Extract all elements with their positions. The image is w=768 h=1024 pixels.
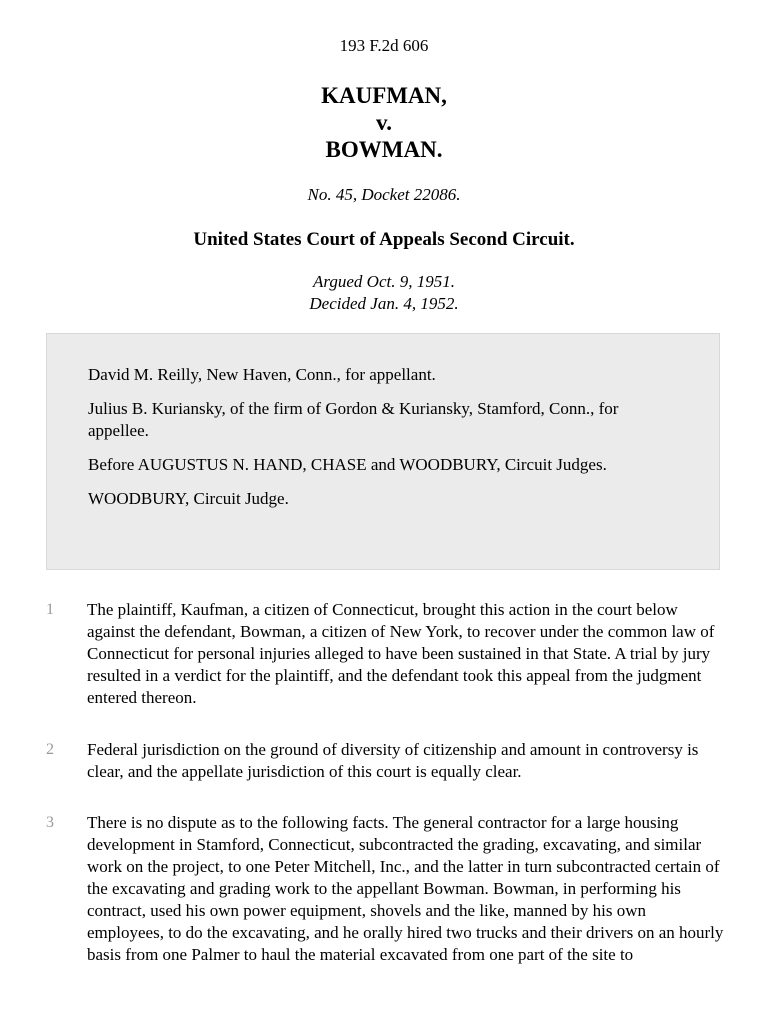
party-two: BOWMAN.: [325, 137, 443, 162]
decided-date: Decided Jan. 4, 1952.: [309, 294, 459, 313]
docket-number: No. 45, Docket 22086.: [307, 185, 461, 204]
paragraph-text: Federal jurisdiction on the ground of diversity of citizenship and amount in controversy is clear, and the appellate jurisdiction of this court is equally clear.: [87, 740, 699, 781]
paragraph-text: The plaintiff, Kaufman, a citizen of Connecticut, brought this action in the court below against the defendant, Bowman, a citizen of New York, to recover under the common law of Connecticut for personal injuries alleged to have been sustained in that State. A trial by jury resulted in a verdict for the plaintiff, and the defendant took this appeal from the judgment entered thereon.: [87, 600, 715, 707]
counsel-appellant: David M. Reilly, New Haven, Conn., for appellant.: [88, 365, 436, 384]
case-citation: 193 F.2d 606: [339, 36, 429, 55]
party-one: KAUFMAN,: [321, 83, 447, 108]
bench-listing: Before AUGUSTUS N. HAND, CHASE and WOODBURY, Circuit Judges.: [88, 455, 607, 474]
paragraph-number: 1: [46, 601, 54, 618]
case-parties: [0, 82, 768, 163]
paragraph-text: There is no dispute as to the following facts. The general contractor for a large housing development in Stamford, Connecticut, subcontracted the grading, excavating, and similar work on the project, to one Peter Mitchell, Inc., and the latter in turn subcontracted certain of the excavating and grading work to the appellant Bowman. Bowman, in performing his contract, used his own power equipment, shovels and the like, manned by his own employees, to do the excavating, and he orally hired two trucks and their drivers on an hourly basis from one Palmer to haul the material excavated from one part of the site to: [87, 813, 724, 964]
counsel-box: [46, 333, 720, 570]
case-dates: [0, 271, 768, 315]
paragraph-number: 2: [46, 741, 54, 758]
opinion-author: WOODBURY, Circuit Judge.: [88, 489, 289, 508]
court-name: United States Court of Appeals Second Circuit.: [193, 229, 575, 250]
counsel-appellee: Julius B. Kuriansky, of the firm of Gordon & Kuriansky, Stamford, Conn., for appellee.: [88, 399, 619, 440]
versus-label: v.: [376, 110, 392, 135]
argued-date: Argued Oct. 9, 1951.: [313, 272, 455, 291]
paragraph-number: 3: [46, 814, 54, 831]
